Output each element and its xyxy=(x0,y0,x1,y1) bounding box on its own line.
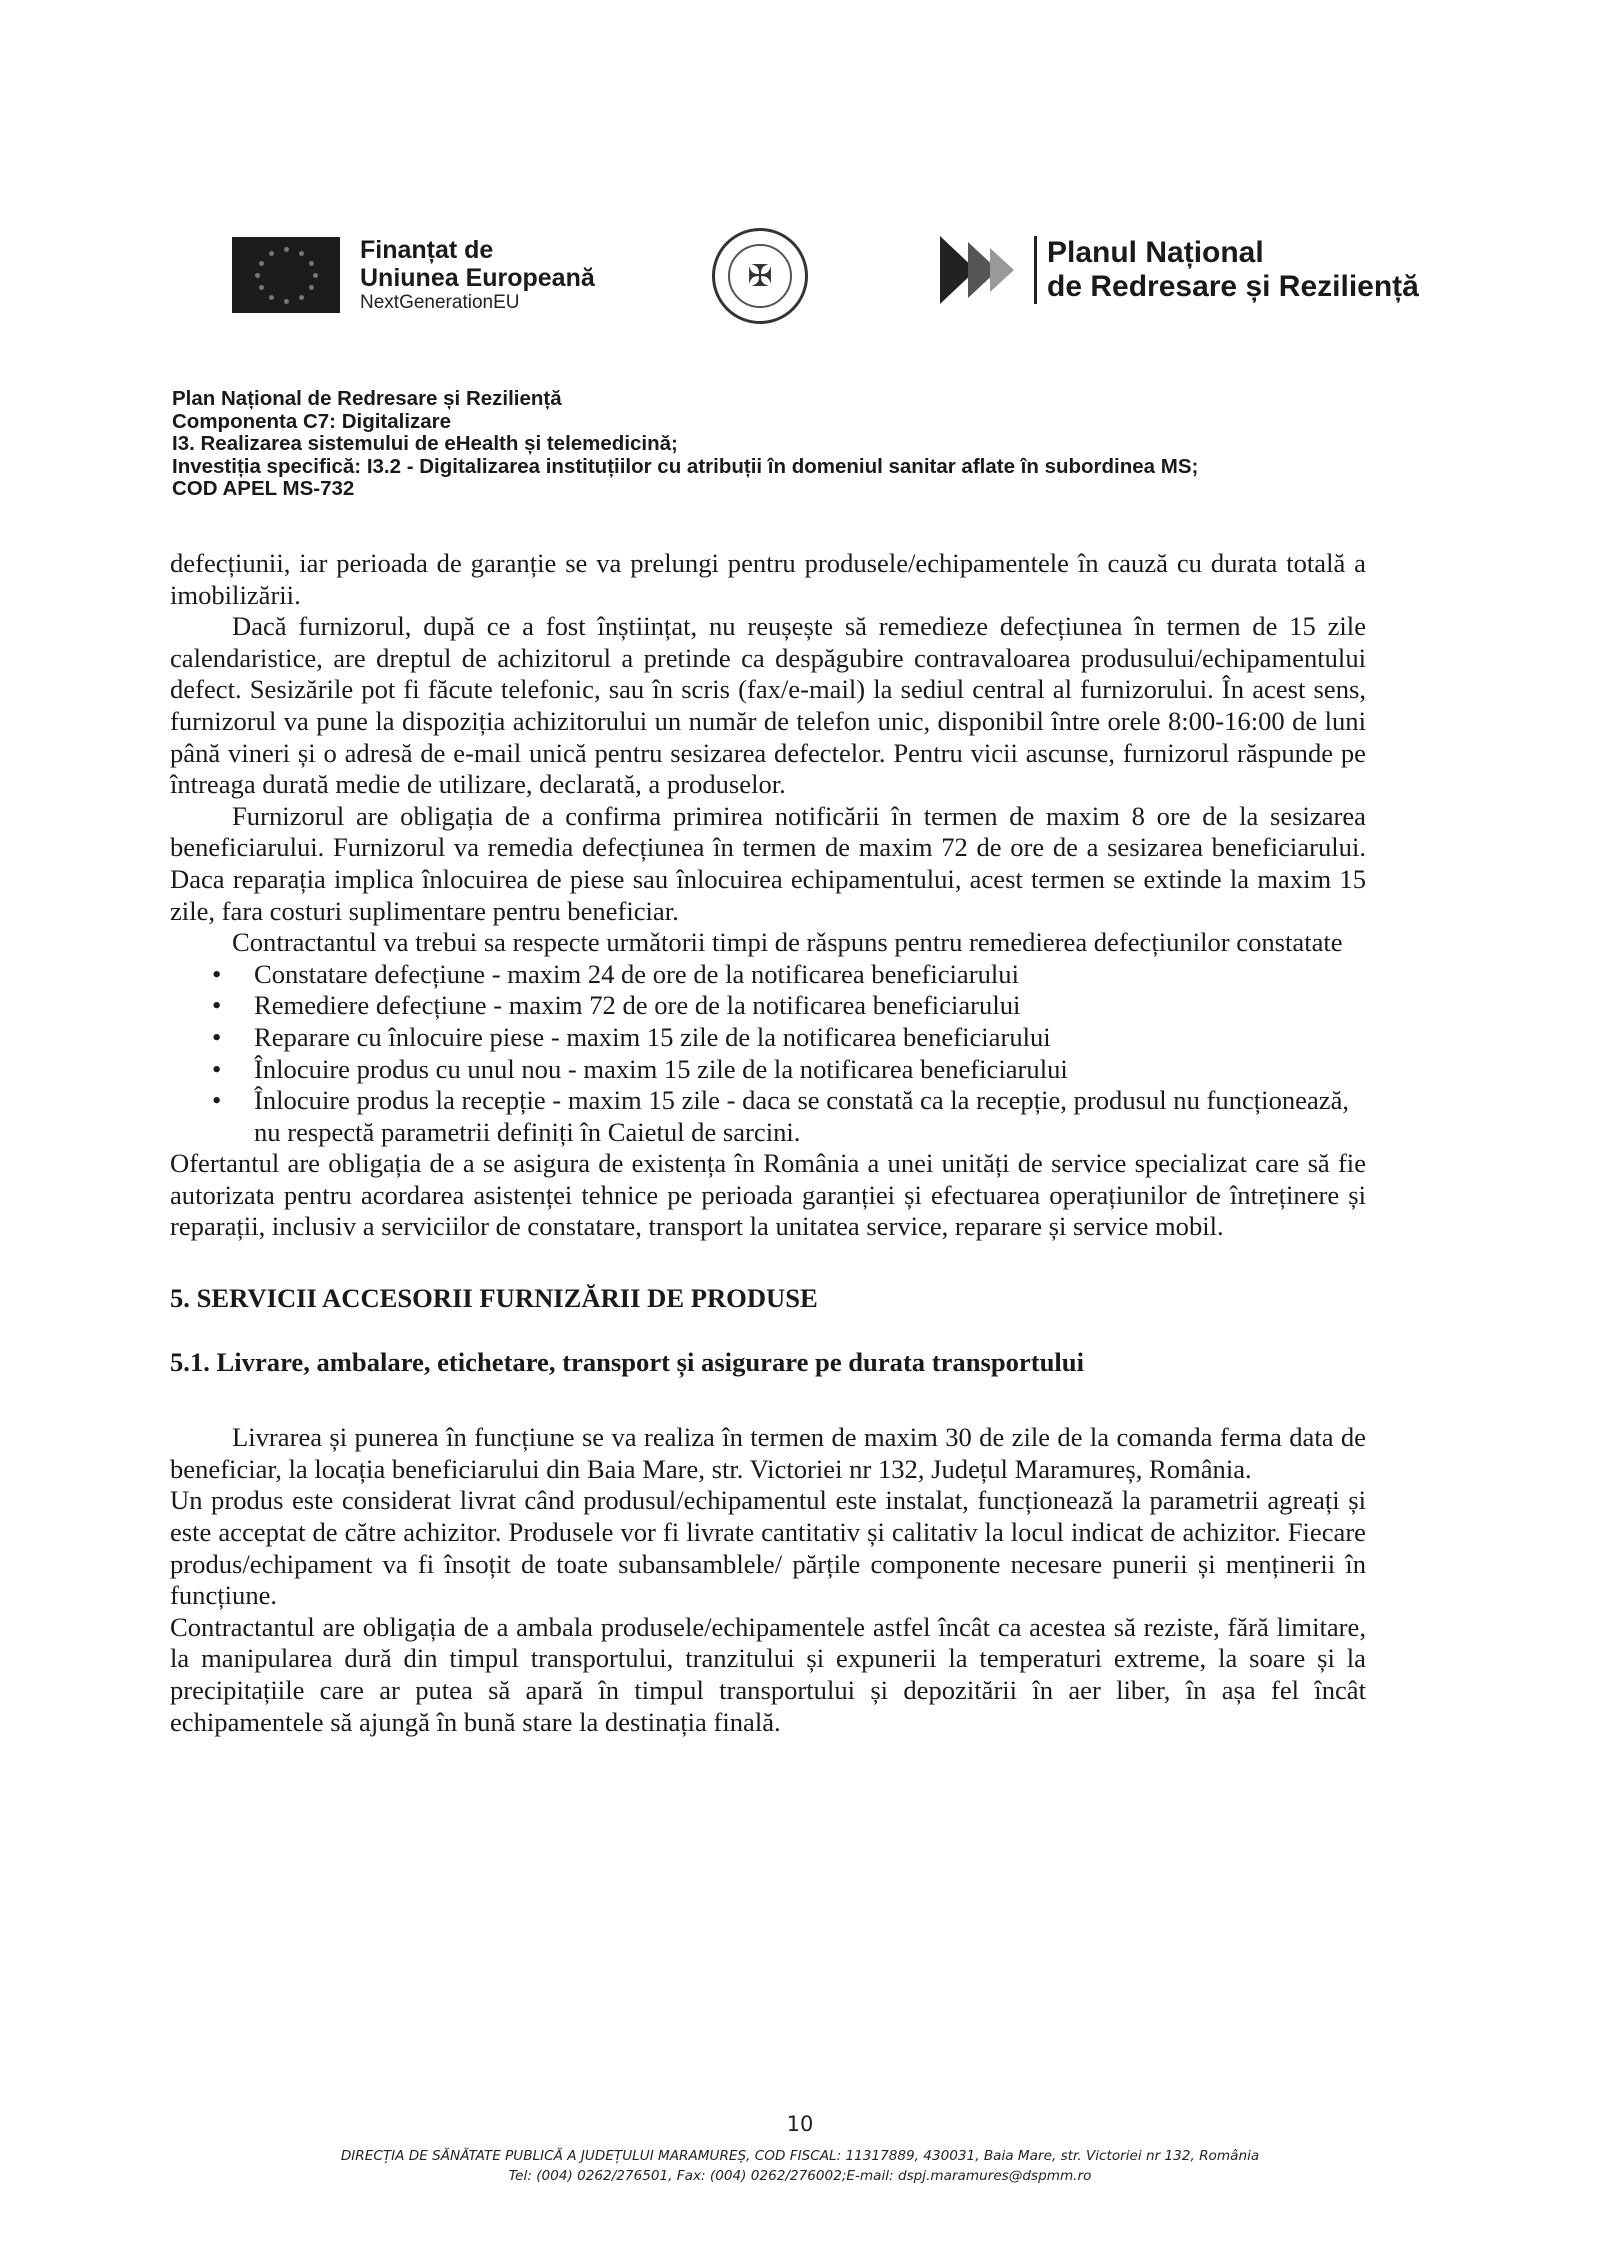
project-line3: I3. Realizarea sistemului de eHealth și telemedicină; xyxy=(172,432,678,455)
paragraph-7: Un produs este considerat livrat când produsul/echipamentul este instalat, funcționează la parametrii agreați și este acceptat de către achizitor. Produsele vor fi livrate cantitativ și calitativ la locul indicat de achizitor. Fiecare produs/echipament va fi însoțit de toate subansamblele/ părțile componente necesare punerii și menținerii în funcțiune. xyxy=(170,1485,1366,1611)
project-line2: Componenta C7: Digitalizare xyxy=(172,409,452,433)
eu-line3: NextGenerationEU xyxy=(360,292,520,313)
paragraph-6: Livrarea și punerea în funcțiune se va realiza în termen de maxim 30 de zile de la comanda ferma data de beneficiar, la locația beneficiarului din Baia Mare, str. Victoriei nr 132, Județul Maramureș, România. xyxy=(170,1422,1366,1484)
pnrr-line1: Planul Național xyxy=(1047,236,1264,270)
project-line4: Investiția specifică: I3.2 - Digitalizarea instituțiilor cu atribuții în domeniul sanitar aflate în subordinea MS; xyxy=(172,454,1199,478)
response-times-list xyxy=(170,959,1366,1149)
section-heading-5: 5. SERVICII ACCESORII FURNIZĂRII DE PRODUSE xyxy=(170,1283,818,1314)
footer-address: DIRECȚIA DE SĂNĂTATE PUBLICĂ A JUDEȚULUI MARAMUREȘ, COD FISCAL: 11317889, 430031, Baia Mare, str. Victoriei nr 132, România xyxy=(340,2148,1260,2164)
page-footer xyxy=(0,2112,1600,2186)
project-info xyxy=(172,388,1198,501)
eu-funding-logo xyxy=(232,236,595,313)
list-item: • Înlocuire produs la recepție - maxim 15 zile - daca se constată ca la recepție, produsul nu funcționează, nu respectă parametrii definiți în Caietul de sarcini. xyxy=(212,1085,1350,1147)
project-line5: COD APEL MS-732 xyxy=(172,477,355,500)
paragraph-1: defecțiunii, iar perioada de garanție se va prelungi pentru produsele/echipamentele în cauză cu durata totală a imobilizării. xyxy=(170,548,1366,610)
pnrr-arrows-icon xyxy=(940,236,1006,304)
paragraph-5: Ofertantul are obligația de a se asigura de existența în România a unei unități de service specializat care să fie autorizata pentru acordarea asistenței tehnice pe perioada garanției și efectuarea operațiunilor de întreținere și reparații, inclusiv a serviciilor de constatare, transport la unitatea service, reparare și service mobil. xyxy=(170,1148,1366,1242)
romanian-government-seal-icon: ✠ xyxy=(712,228,808,324)
paragraph-4: Contractantul va trebui sa respecte urmǎtorii timpi de rǎspuns pentru remedierea defecțiunilor constatate xyxy=(232,927,1343,958)
footer-contact: Tel: (004) 0262/276501, Fax: (004) 0262/276002;E-mail: dspj.maramures@dspmm.ro xyxy=(508,2168,1092,2184)
section-heading-5-1: 5.1. Livrare, ambalare, etichetare, transport și asigurare pe durata transportului xyxy=(170,1346,1084,1377)
document-body xyxy=(170,548,1366,1738)
page-number: 10 xyxy=(786,2112,814,2136)
project-line1: Plan Național de Redresare și Reziliență xyxy=(172,387,562,410)
paragraph-3: Furnizorul are obligația de a confirma primirea notificării în termen de maxim 8 ore de la sesizarea beneficiarului. Furnizorul va remedia defecțiunea în termen de maxim 72 de ore de a sesizarea beneficiarului. Daca reparația implica înlocuirea de piese sau înlocuirea echipamentului, acest termen se extinde la maxim 15 zile, fara costuri suplimentare pentru beneficiar. xyxy=(170,800,1366,926)
list-item: • Înlocuire produs cu unul nou - maxim 15 zile de la notificarea beneficiarului xyxy=(212,1053,1068,1084)
eu-line2: Uniunea Europeană xyxy=(360,264,595,292)
eu-line1: Finanțat de xyxy=(360,236,494,264)
list-item: • Remediere defecțiune - maxim 72 de ore de la notificarea beneficiarului xyxy=(212,990,1021,1021)
paragraph-2: Dacă furnizorul, după ce a fost înștiințat, nu reușește să remedieze defecțiunea în termen de 15 zile calendaristice, are dreptul de achizitorul a pretinde ca despăgubire contravaloarea produsului/echipamentului defect. Sesizările pot fi făcute telefonic, sau în scris (fax/e-mail) la sediul central al furnizorului. În acest sens, furnizorul va pune la dispoziția achizitorului un număr de telefon unic, disponibil între orele 8:00-16:00 de luni până vineri și o adresă de e-mail unică pentru sesizarea defectelor. Pentru vicii ascunse, furnizorul răspunde pe întreaga durată medie de utilizare, declarată, a produselor. xyxy=(170,611,1366,800)
pnrr-line2: de Redresare și Reziliență xyxy=(1047,270,1419,303)
paragraph-8: Contractantul are obligația de a ambala produsele/echipamentele astfel încât ca acestea să reziste, fără limitare, la manipularea dură din timpul transportului, tranzitului și expunerii la temperaturi extreme, la soare și la precipitațiile care ar putea să apară în timpul transportului și depozitării în aer liber, în așa fel încât echipamentele să ajungă în bună stare la destinația finală. xyxy=(170,1611,1366,1737)
list-item: • Constatare defecțiune - maxim 24 de ore de la notificarea beneficiarului xyxy=(212,958,1019,989)
pnrr-logo xyxy=(940,236,1419,304)
eu-funding-text xyxy=(360,236,595,313)
pnrr-logo-text xyxy=(1034,236,1419,303)
eu-flag-icon xyxy=(232,237,340,313)
list-item: • Reparare cu înlocuire piese - maxim 15 zile de la notificarea beneficiarului xyxy=(212,1021,1051,1052)
